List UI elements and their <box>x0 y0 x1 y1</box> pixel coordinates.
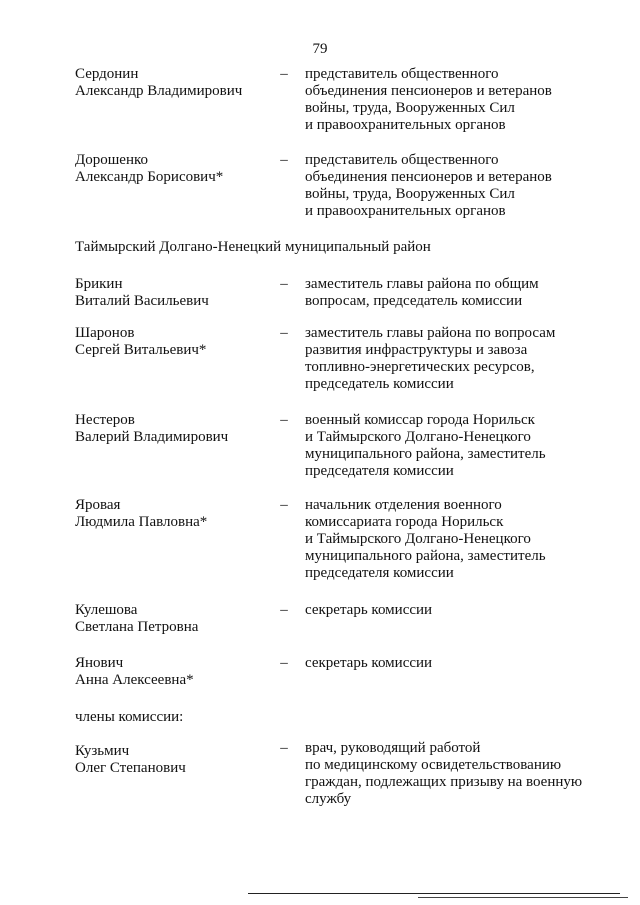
given-names: Людмила Павловна* <box>75 514 208 530</box>
role-line: войны, труда, Вооруженных Сил <box>305 186 515 202</box>
surname: Нестеров <box>75 412 135 428</box>
role-line: председатель комиссии <box>305 376 454 392</box>
role-line: представитель общественного <box>305 66 499 82</box>
dash-separator: – <box>280 602 288 618</box>
dash-separator: – <box>280 325 288 341</box>
person-role <box>305 497 605 582</box>
role-line: муниципального района, заместитель <box>305 548 546 564</box>
bottom-rule <box>248 893 620 894</box>
person-name <box>75 66 275 100</box>
person-role <box>305 325 605 393</box>
person-role <box>305 602 605 619</box>
dash-separator: – <box>280 276 288 292</box>
given-names: Анна Алексеевна* <box>75 672 194 688</box>
person-name <box>75 412 275 446</box>
role-line: представитель общественного <box>305 152 499 168</box>
person-role <box>305 740 605 808</box>
given-names: Светлана Петровна <box>75 619 199 635</box>
surname: Дорошенко <box>75 152 148 168</box>
role-line: военный комиссар города Норильск <box>305 412 535 428</box>
surname: Сердонин <box>75 66 139 82</box>
given-names: Александр Владимирович <box>75 83 243 99</box>
role-line: вопросам, председатель комиссии <box>305 293 523 309</box>
role-line: по медицинскому освидетельствованию <box>305 757 562 773</box>
dash-separator: – <box>280 740 288 756</box>
person-name <box>75 276 275 310</box>
page-number: 79 <box>312 41 328 57</box>
members-heading: члены комиссии: <box>75 709 184 725</box>
person-role <box>305 152 605 220</box>
role-line: муниципального района, заместитель <box>305 446 546 462</box>
person-role <box>305 66 605 134</box>
section-heading: Таймырский Долгано-Ненецкий муниципальный район <box>75 239 431 255</box>
role-line: объединения пенсионеров и ветеранов <box>305 169 552 185</box>
person-name <box>75 497 275 531</box>
role-line: начальник отделения военного <box>305 497 502 513</box>
person-name <box>75 655 275 689</box>
dash-separator: – <box>280 66 288 82</box>
role-line: секретарь комиссии <box>305 655 433 671</box>
role-line: заместитель главы района по общим <box>305 276 539 292</box>
given-names: Сергей Витальевич* <box>75 342 207 358</box>
given-names: Александр Борисович* <box>75 169 224 185</box>
given-names: Виталий Васильевич <box>75 293 209 309</box>
role-line: секретарь комиссии <box>305 602 433 618</box>
surname: Янович <box>75 655 124 671</box>
role-line: и правоохранительных органов <box>305 117 506 133</box>
role-line: и Таймырского Долгано-Ненецкого <box>305 531 531 547</box>
person-name <box>75 325 275 359</box>
role-line: врач, руководящий работой <box>305 740 481 756</box>
dash-separator: – <box>280 152 288 168</box>
role-line: комиссариата города Норильск <box>305 514 504 530</box>
dash-separator: – <box>280 655 288 671</box>
role-line: объединения пенсионеров и ветеранов <box>305 83 552 99</box>
role-line: граждан, подлежащих призыву на военную <box>305 774 583 790</box>
surname: Брикин <box>75 276 123 292</box>
role-line: председателя комиссии <box>305 565 454 581</box>
person-role <box>305 276 605 310</box>
role-line: топливно-энергетических ресурсов, <box>305 359 535 375</box>
surname: Кузьмич <box>75 743 130 759</box>
person-name <box>75 152 275 186</box>
surname: Кулешова <box>75 602 138 618</box>
role-line: председателя комиссии <box>305 463 454 479</box>
person-role <box>305 655 605 672</box>
surname: Яровая <box>75 497 121 513</box>
role-line: заместитель главы района по вопросам <box>305 325 556 341</box>
dash-separator: – <box>280 497 288 513</box>
dash-separator: – <box>280 412 288 428</box>
person-name <box>75 602 275 636</box>
bottom-rule-secondary <box>418 897 628 898</box>
role-line: и Таймырского Долгано-Ненецкого <box>305 429 531 445</box>
role-line: службу <box>305 791 352 807</box>
given-names: Олег Степанович <box>75 760 186 776</box>
person-name <box>75 743 275 777</box>
role-line: войны, труда, Вооруженных Сил <box>305 100 515 116</box>
surname: Шаронов <box>75 325 135 341</box>
person-role <box>305 412 605 480</box>
role-line: развития инфраструктуры и завоза <box>305 342 528 358</box>
given-names: Валерий Владимирович <box>75 429 229 445</box>
role-line: и правоохранительных органов <box>305 203 506 219</box>
